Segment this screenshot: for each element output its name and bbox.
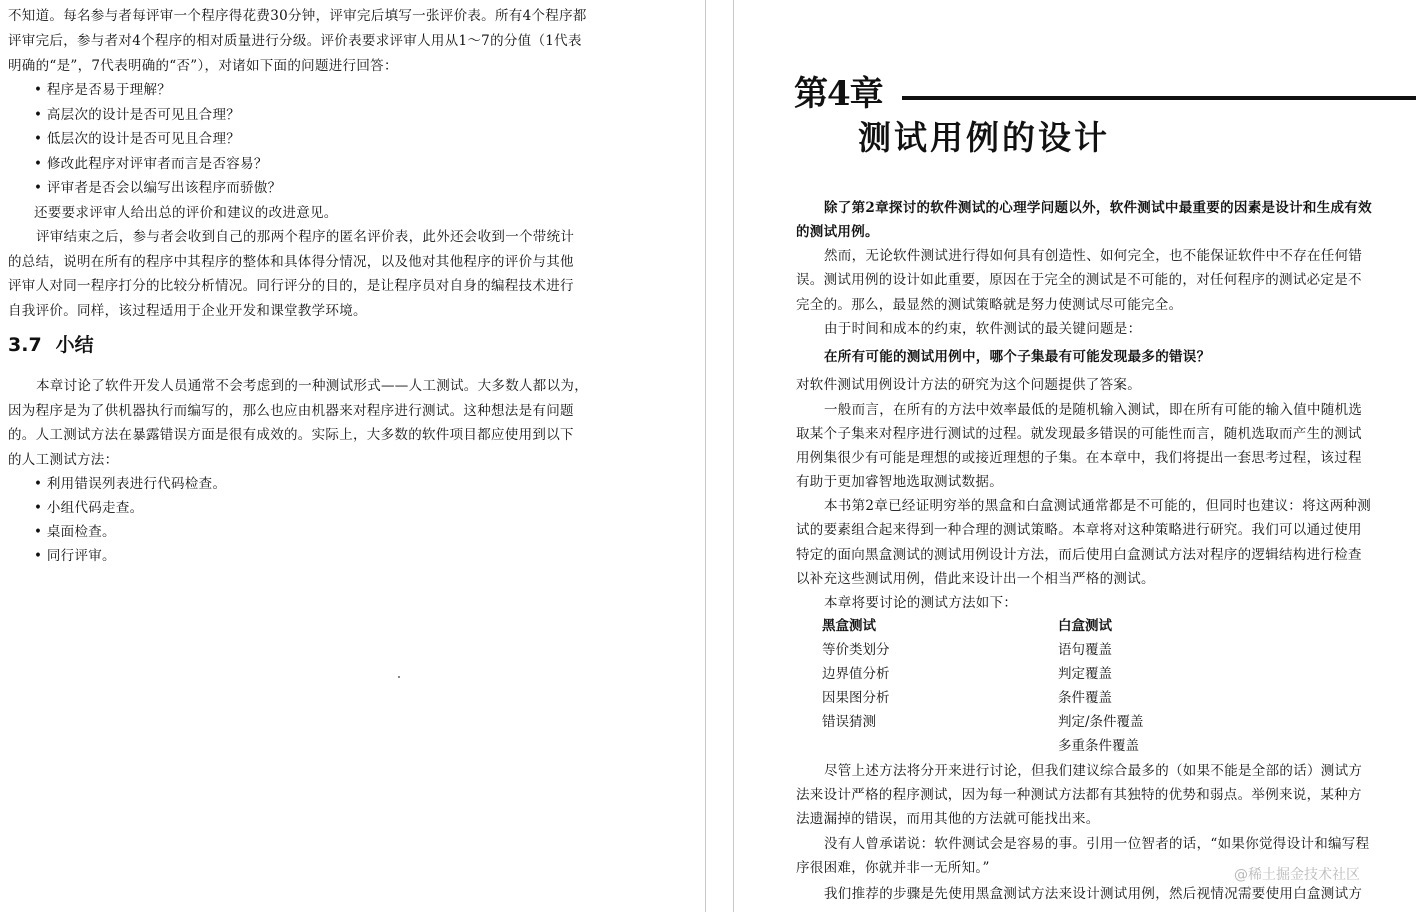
white-box-header: 白盒测试 — [1058, 618, 1112, 634]
paragraph-line: 误。测试用例的设计如此重要，原因在于完全的测试是不可能的，对任何程序的测试必定是不 — [796, 272, 1362, 288]
section-number: 3.7 — [8, 334, 42, 356]
paragraph-line: 明确的“是”，7代表明确的“否”），对诸如下面的问题进行回答： — [8, 58, 398, 74]
paragraph-line: 由于时间和成本的约束，软件测试的最关键问题是： — [824, 321, 1142, 337]
list-item: 条件覆盖 — [1058, 690, 1112, 706]
paragraph-line: 评审结束之后，参与者会收到自己的那两个程序的匿名评价表，此外还会收到一个带统计 — [36, 229, 575, 245]
paragraph-line: 一般而言，在所有的方法中效率最低的是随机输入测试，即在所有可能的输入值中随机选 — [824, 402, 1363, 418]
paragraph-line: 然而，无论软件测试进行得如何具有创造性、如何完全，也不能保证软件中不存在任何错 — [824, 248, 1363, 264]
scan-speck — [398, 676, 400, 678]
page-gutter — [640, 0, 740, 912]
bullet-item: • 利用错误列表进行代码检查。 — [34, 476, 227, 492]
paragraph-line: 对软件测试用例设计方法的研究为这个问题提供了答案。 — [796, 377, 1141, 393]
paragraph-line: 试的要素组合起来得到一种合理的测试策略。本章将对这种策略进行研究。我们可以通过使用 — [796, 522, 1362, 538]
chapter-rule — [902, 96, 1416, 100]
page-divider — [705, 0, 706, 912]
watermark: @稀土掘金技术社区 — [1234, 867, 1360, 883]
list-item: 语句覆盖 — [1058, 642, 1112, 658]
black-box-column — [822, 614, 1022, 734]
paragraph-line: 本书第2章已经证明穷举的黑盒和白盒测试通常都是不可能的，但同时也建议：将这两种测 — [824, 498, 1372, 514]
list-item: 判定覆盖 — [1058, 666, 1112, 682]
bullet-item: • 评审者是否会以编写出该程序而骄傲？ — [34, 180, 282, 196]
bullet-item: • 桌面检查。 — [34, 524, 116, 540]
list-item: 因果图分析 — [822, 690, 890, 706]
paragraph-line: 以补充这些测试用例，借此来设计出一个相当严格的测试。 — [796, 571, 1155, 587]
paragraph-line: 自我评价。同样，该过程适用于企业开发和课堂教学环境。 — [8, 303, 367, 319]
paragraph-line: 的人工测试方法： — [8, 452, 119, 468]
paragraph-line: 法来设计严格的程序测试，因为每一种测试方法都有其独特的优势和弱点。举例来说，某种方 — [796, 787, 1362, 803]
paragraph-line: 的测试用例。 — [796, 224, 879, 240]
left-page — [0, 0, 640, 912]
paragraph-line: 法遗漏掉的错误，而用其他的方法就可能找出来。 — [796, 811, 1100, 827]
paragraph-line: 不知道。每名参与者每评审一个程序得花费30分钟，评审完后填写一张评价表。所有4个程序都 — [8, 8, 587, 24]
list-item: 错误猜测 — [822, 714, 876, 730]
paragraph-line: 本章将要讨论的测试方法如下： — [824, 595, 1018, 611]
paragraph-line: 有助于更加睿智地选取测试数据。 — [796, 474, 1003, 490]
paragraph-line: 用例集很少有可能是理想的或接近理想的子集。在本章中，我们将提出一套思考过程，该过程 — [796, 450, 1362, 466]
right-page — [740, 0, 1416, 912]
paragraph-line: 评审完后，参与者对4个程序的相对质量进行分级。评价表要求评审人用从1～7的分值（1代表 — [8, 33, 582, 49]
white-box-column — [1058, 614, 1258, 758]
chapter-title: 测试用例的设计 — [858, 118, 1110, 157]
bullet-item: • 修改此程序对评审者而言是否容易？ — [34, 156, 268, 172]
bullet-item: • 同行评审。 — [34, 548, 116, 564]
paragraph-line: 因为程序是为了供机器执行而编写的，那么也应由机器来对程序进行测试。这种想法是有问题 — [8, 403, 574, 419]
paragraph-line: 评审人对同一程序打分的比较分析情况。同行评分的目的，是让程序员对自身的编程技术进行 — [8, 278, 574, 294]
section-title: 小结 — [55, 334, 94, 356]
paragraph-line: 的。人工测试方法在暴露错误方面是很有成效的。实际上，大多数的软件项目都应使用到以下 — [8, 427, 574, 443]
bullet-item: • 程序是否易于理解？ — [34, 82, 172, 98]
bullet-item: • 高层次的设计是否可见且合理？ — [34, 107, 241, 123]
paragraph-line: 除了第2章探讨的软件测试的心理学问题以外，软件测试中最重要的因素是设计和生成有效 — [824, 200, 1372, 216]
paragraph-line: 还要要求评审人给出总的评价和建议的改进意见。 — [34, 205, 338, 221]
list-item: 多重条件覆盖 — [1058, 738, 1139, 754]
chapter-label: 第4章 — [794, 74, 883, 114]
bullet-item: • 低层次的设计是否可见且合理？ — [34, 131, 241, 147]
paragraph-line: 取某个子集来对程序进行测试的过程。就发现最多错误的可能性而言，随机选取而产生的测试 — [796, 426, 1362, 442]
bullet-item: • 小组代码走查。 — [34, 500, 144, 516]
paragraph-line: 本章讨论了软件开发人员通常不会考虑到的一种测试形式——人工测试。大多数人都以为， — [36, 378, 588, 394]
paragraph-line: 我们推荐的步骤是先使用黑盒测试方法来设计测试用例，然后视情况需要使用白盒测试方 — [824, 886, 1363, 902]
paragraph-line: 特定的面向黑盒测试的测试用例设计方法，而后使用白盒测试方法对程序的逻辑结构进行检查 — [796, 547, 1362, 563]
list-item: 边界值分析 — [822, 666, 890, 682]
paragraph-line: 的总结，说明在所有的程序中其程序的整体和具体得分情况，以及他对其他程序的评价与其他 — [8, 254, 574, 270]
page-divider — [733, 0, 734, 912]
black-box-header: 黑盒测试 — [822, 618, 876, 634]
key-question: 在所有可能的测试用例中，哪个子集最有可能发现最多的错误？ — [824, 349, 1211, 365]
paragraph-line: 序很困难，你就并非一无所知。” — [796, 860, 990, 876]
paragraph-line: 完全的。那么，最显然的测试策略就是努力使测试尽可能完全。 — [796, 297, 1183, 313]
paragraph-line: 没有人曾承诺说：软件测试会是容易的事。引用一位智者的话，“如果你觉得设计和编写程 — [824, 836, 1370, 852]
section-heading — [8, 330, 94, 357]
paragraph-line: 尽管上述方法将分开来进行讨论，但我们建议综合最多的（如果不能是全部的话）测试方 — [824, 763, 1363, 779]
list-item: 等价类划分 — [822, 642, 890, 658]
list-item: 判定/条件覆盖 — [1058, 714, 1144, 730]
